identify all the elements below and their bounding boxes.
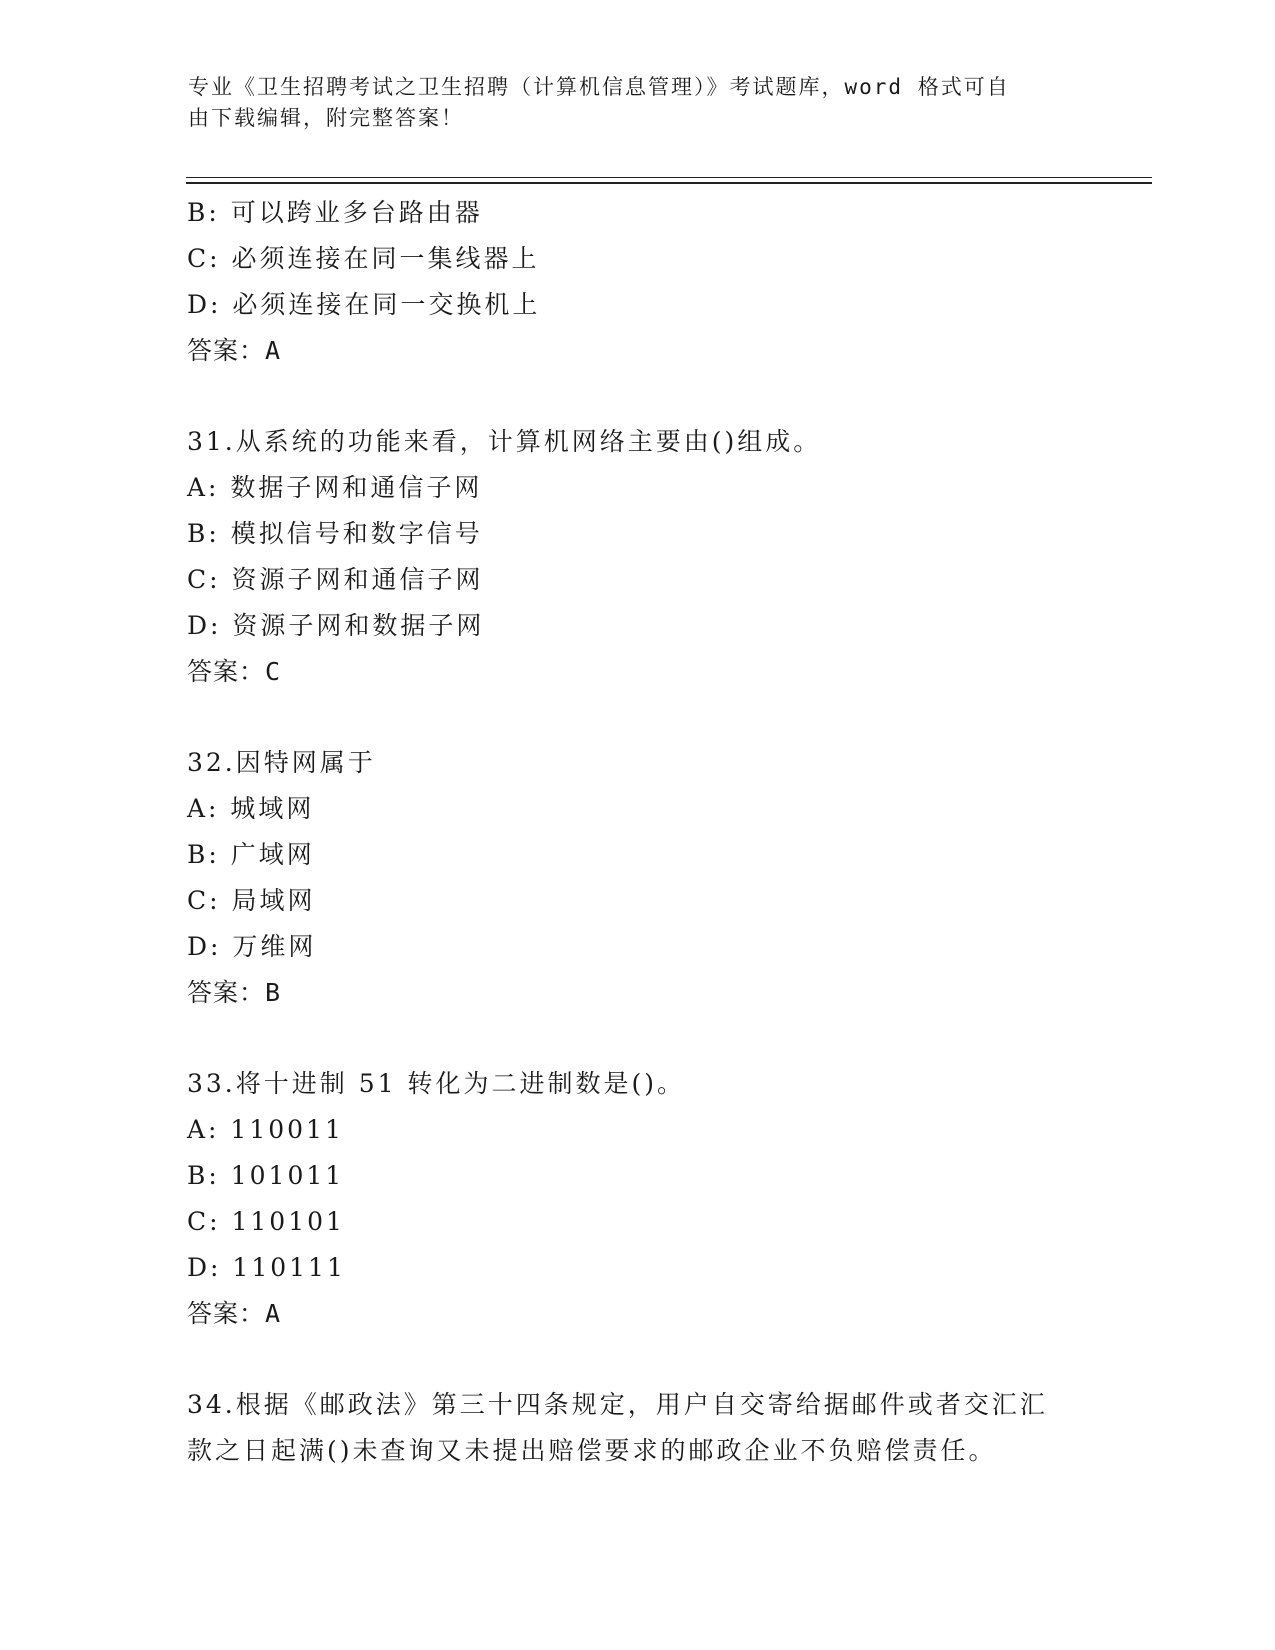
option-b: B: 101011 <box>187 1161 345 1190</box>
option-d: D: 110111 <box>187 1253 346 1282</box>
option-b: B: 模拟信号和数字信号 <box>187 519 483 548</box>
answer-value: B <box>265 978 282 1007</box>
question-content <box>187 190 1127 1474</box>
document-header <box>188 72 1088 134</box>
header-divider-thick <box>186 182 1152 184</box>
option-b: B: 广域网 <box>187 840 315 869</box>
option-d: D: 万维网 <box>187 932 317 961</box>
question-stem: 32.因特网属于 <box>187 748 376 777</box>
option-a: A: 城域网 <box>187 794 315 823</box>
question-30-tail <box>187 190 1127 374</box>
option-c: C: 110101 <box>187 1207 345 1236</box>
option-b: B: 可以跨业多台路由器 <box>187 198 483 227</box>
question-31 <box>187 419 1127 695</box>
option-a: A: 110011 <box>187 1115 344 1144</box>
question-stem-line-1: 34.根据《邮政法》第三十四条规定，用户自交寄给据邮件或者交汇汇 <box>187 1390 1048 1419</box>
answer-label: 答案： <box>187 978 266 1007</box>
option-c: C: 局域网 <box>187 886 316 915</box>
answer-value: A <box>265 1299 282 1328</box>
answer-value: C <box>265 657 282 686</box>
header-line-1: 专业《卫生招聘考试之卫生招聘（计算机信息管理）》考试题库，word 格式可自 <box>188 75 1010 99</box>
answer-label: 答案： <box>187 1299 266 1328</box>
question-stem: 31.从系统的功能来看，计算机网络主要由()组成。 <box>187 427 822 456</box>
option-c: C: 必须连接在同一集线器上 <box>187 244 540 273</box>
answer-label: 答案： <box>187 657 266 686</box>
answer-line <box>187 649 1127 695</box>
option-d: D: 必须连接在同一交换机上 <box>187 290 541 319</box>
answer-line <box>187 328 1127 374</box>
answer-line <box>187 1291 1127 1337</box>
header-line-2: 由下载编辑，附完整答案！ <box>188 106 464 130</box>
answer-line <box>187 970 1127 1016</box>
option-c: C: 资源子网和通信子网 <box>187 565 484 594</box>
question-32 <box>187 740 1127 1016</box>
question-stem-line-2: 款之日起满()未查询又未提出赔偿要求的邮政企业不负赔偿责任。 <box>187 1436 997 1465</box>
option-d: D: 资源子网和数据子网 <box>187 611 485 640</box>
question-stem: 33.将十进制 51 转化为二进制数是()。 <box>187 1069 685 1098</box>
question-34 <box>187 1382 1127 1474</box>
header-divider-thin <box>186 177 1152 178</box>
answer-value: A <box>265 336 282 365</box>
question-33 <box>187 1061 1127 1337</box>
option-a: A: 数据子网和通信子网 <box>187 473 483 502</box>
answer-label: 答案： <box>187 336 266 365</box>
